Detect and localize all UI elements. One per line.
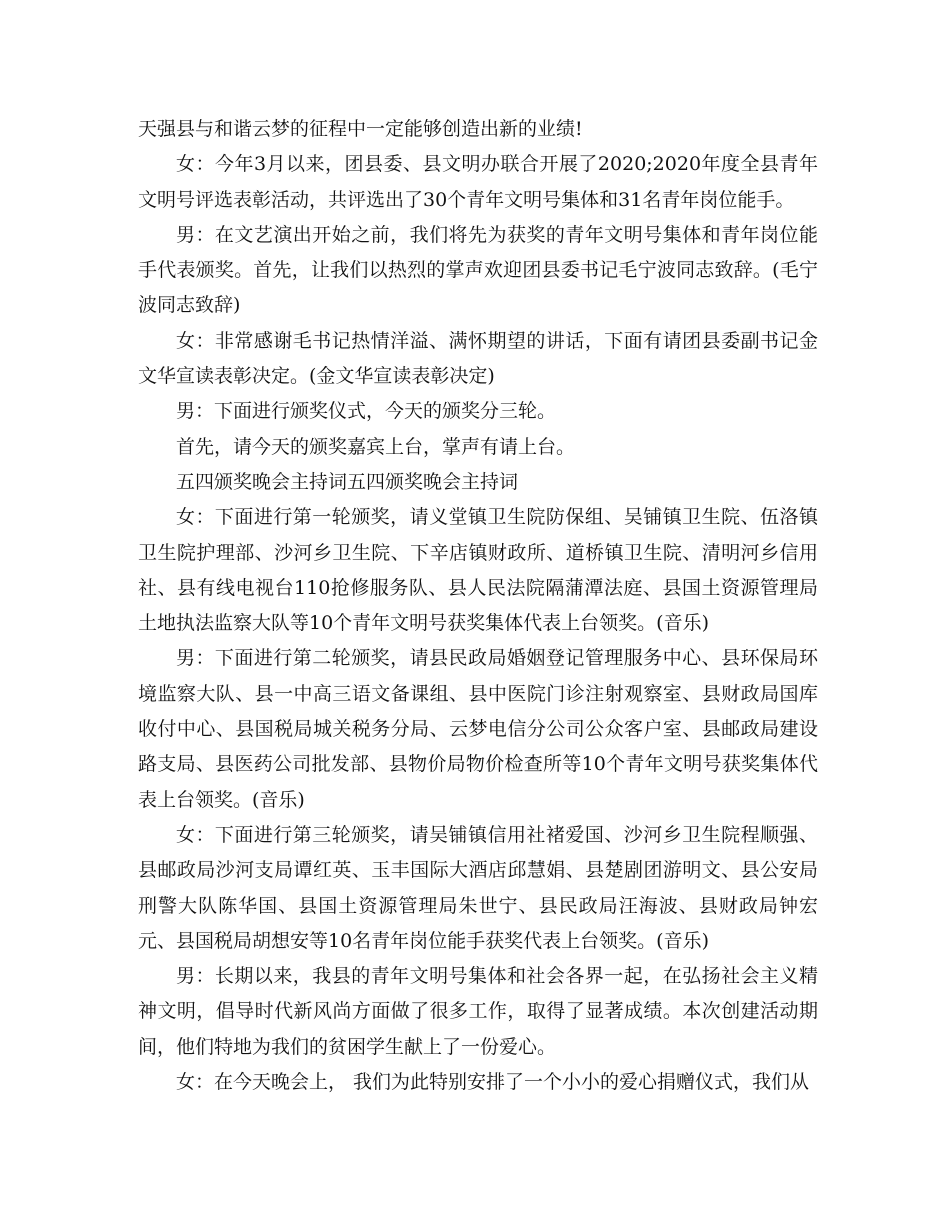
paragraph-first-round: 女：下面进行第一轮颁奖，请义堂镇卫生院防保组、吴铺镇卫生院、伍洛镇卫生院护理部、沙河乡卫生院、下辛店镇财政所、道桥镇卫生院、清明河乡信用社、县有线电视台110抢修服务队、县人民法院隔蒲潭法庭、县国土资源管理局土地执法监察大队等10个青年文明号获奖集体代表上台领奖。(音乐) (138, 506, 818, 635)
paragraph-female-donation: 女：在今天晚会上， 我们为此特别安排了一个小小的爱心捐赠仪式，我们从 (176, 1071, 810, 1094)
paragraph-second-round: 男：下面进行第二轮颁奖，请县民政局婚姻登记管理服务中心、县环保局环境监察大队、县一中高三语文备课组、县中医院门诊注射观察室、县财政局国库收付中心、县国税局城关税务分局、云梦电信分公司公众客户室、县邮政局建设路支局、县医药公司批发部、县物价局物价检查所等10个青年文明号获奖集体代表上台领奖。(音乐) (138, 647, 818, 811)
document-body (138, 112, 818, 1100)
paragraph-male-ceremony: 男：下面进行颁奖仪式，今天的颁奖分三轮。 (176, 400, 557, 423)
paragraph-female-intro-awards: 女：今年3月以来，团县委、县文明办联合开展了2020;2020年度全县青年文明号评选表彰活动，共评选出了30个青年文明号集体和31名青年岗位能手。 (138, 153, 818, 211)
paragraph-male-opening-speech: 男：在文艺演出开始之前，我们将先为获奖的青年文明号集体和青年岗位能手代表颁奖。首先，让我们以热烈的掌声欢迎团县委书记毛宁波同志致辞。(毛宁波同志致辞) (138, 223, 818, 317)
paragraph-title-line: 五四颁奖晚会主持词五四颁奖晚会主持词 (176, 470, 519, 493)
paragraph-continuation: 天强县与和谐云梦的征程中一定能够创造出新的业绩! (138, 118, 583, 140)
paragraph-male-achievements: 男：长期以来，我县的青年文明号集体和社会各界一起，在弘扬社会主义精神文明，倡导时代新风尚方面做了很多工作，取得了显著成绩。本次创建活动期间，他们特地为我们的贫困学生献上了一份爱心。 (138, 965, 818, 1058)
paragraph-female-thanks: 女：非常感谢毛书记热情洋溢、满怀期望的讲话，下面有请团县委副书记金文华宣读表彰决定。(金文华宣读表彰决定) (138, 329, 818, 388)
paragraph-third-round: 女：下面进行第三轮颁奖，请吴铺镇信用社褚爱国、沙河乡卫生院程顺强、县邮政局沙河支局谭红英、玉丰国际大酒店邱慧娟、县楚剧团游明文、县公安局刑警大队陈华国、县国土资源管理局朱世宁、县民政局汪海波、县财政局钟宏元、县国税局胡想安等10名青年岗位能手获奖代表上台领奖。(音乐) (138, 823, 818, 952)
paragraph-guests-invite: 首先，请今天的颁奖嘉宾上台，掌声有请上台。 (176, 435, 576, 458)
